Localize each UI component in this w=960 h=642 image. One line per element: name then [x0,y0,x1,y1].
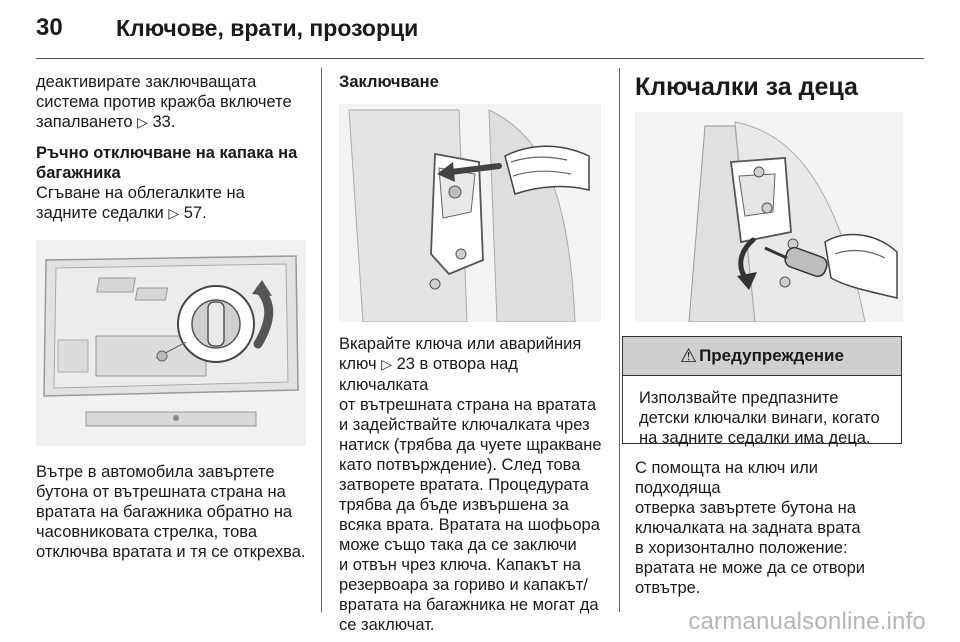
warning-line: Използвайте предпазните [639,389,839,407]
warning-body [623,376,901,448]
intro-line: запалването [36,113,133,131]
warning-triangle-icon: ⚠ [680,345,698,367]
caption-line: Вътре в автомобила завъртете [36,463,275,481]
caption-line: отключва вратата и тя се открехва. [36,543,306,561]
text-line: вратата на багажника не могат да [339,596,599,614]
text-line: се заключат. [339,616,435,634]
door-lock-illustration [339,104,601,322]
text-line: затворете вратата. Процедурата [339,476,589,494]
section-subheading [36,143,306,183]
fold-paragraph [36,183,306,224]
text-line: може също така да се заключи [339,536,577,554]
child-lock-illustration [635,112,903,322]
warning-box [622,336,902,447]
column-1 [36,72,306,562]
page-ref-icon: ▷ [137,115,148,131]
text-line: Вкарайте ключа или аварийния [339,335,582,353]
fold-line: задните седалки [36,204,164,222]
intro-paragraph [36,72,306,133]
locking-text [339,334,611,635]
trunk-caption [36,462,306,562]
text-line: вратата не може да се отвори [635,559,866,577]
fold-line: Сгъване на облегалките на [36,184,245,202]
chapter-title: Ключове, врати, прозорци [116,15,419,41]
text-line: резервоара за гориво и капакът/ [339,576,588,594]
figure-child-lock [635,112,903,322]
subheading-line: Ръчно отключване на капака на [36,144,298,162]
caption-line: вратата на багажника обратно на [36,503,293,521]
column-divider-2 [619,68,620,612]
caption-line: часовниковата стрелка, това [36,523,258,541]
text-line: и задействайте ключалката чрез [339,416,590,434]
column-divider-1 [321,68,322,612]
text-line: 23 в отвора над ключалката [339,355,518,394]
text-line: натиск (трябва да чуете щракване [339,436,602,454]
text-line: от вътрешната страна на вратата [339,396,597,414]
header-rule [36,58,924,59]
warning-header [623,337,901,376]
text-line: отвътре. [635,579,701,597]
text-line: ключ [339,355,377,373]
figure-trunk-lid [36,240,306,446]
page-ref: 33. [152,113,176,131]
warning-line: детски ключалки винаги, когато [639,409,880,427]
page-number: 30 [36,14,63,41]
text-line: отверка завъртете бутона на [635,499,856,517]
warning-line: на задните седалки има деца. [639,429,871,447]
child-lock-text [635,458,905,598]
watermark: carmanualsonline.info [688,608,926,635]
column-3 [635,72,905,322]
subheading-line: багажника [36,164,121,182]
page-ref-icon: ▷ [381,357,393,373]
text-line: в хоризонтално положение: [635,539,848,557]
page-ref-icon: ▷ [168,206,180,222]
figure-door-lock [339,104,601,322]
text-line: ключалката на задната врата [635,519,861,537]
text-line: и отвън чрез ключа. Капакът на [339,556,581,574]
warning-title: Предупреждение [699,346,844,365]
page-ref: 57. [183,204,207,222]
trunk-lid-illustration [36,240,306,446]
text-line: трябва да бъде извършена за [339,496,569,514]
column-2 [339,72,611,635]
text-line: всяка врата. Вратата на шофьора [339,516,600,534]
caption-line: бутона от вътрешната страна на [36,483,286,501]
text-line: С помощта на ключ или подходяща [635,459,818,497]
locking-heading: Заключване [339,73,439,91]
intro-line: деактивирате заключващата [36,73,257,91]
child-locks-heading: Ключалки за деца [635,73,858,101]
text-line: като потвърждение). След това [339,456,581,474]
intro-line: система против кражба включете [36,93,292,111]
